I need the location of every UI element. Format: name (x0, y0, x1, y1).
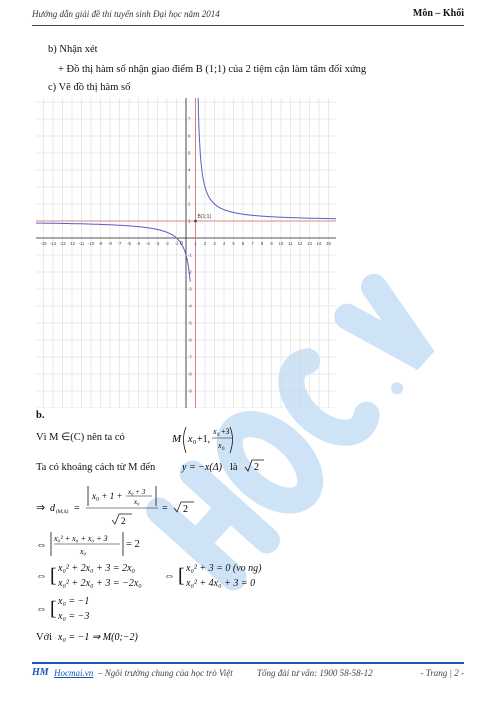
svg-text:x: x (213, 427, 217, 436)
x-tick-label: 13 (307, 241, 312, 246)
y-tick-label: 6 (188, 133, 191, 139)
y-tick-label: -4 (188, 303, 192, 309)
svg-text:x₀: x₀ (80, 547, 87, 556)
footer-divider (32, 662, 464, 664)
abs-equals-two: = 2 (126, 539, 140, 550)
svg-text:M: M (172, 433, 182, 445)
svg-text:2: 2 (121, 516, 126, 526)
svg-text:2: 2 (254, 462, 259, 473)
x-tick-label: -7 (117, 241, 122, 246)
system-a-line2: x₀² + 2x₀ + 3 = −2x₀ (58, 578, 142, 589)
system-a-line1: x₀² + 2x₀ + 3 = 2x₀ (58, 563, 135, 574)
footer-hotline: Tổng đài tư vấn: 1900 58-58-12 (257, 668, 373, 678)
answer-prefix: Với (36, 632, 53, 643)
svg-text:0: 0 (217, 433, 220, 438)
x-tick-label: 7 (251, 241, 254, 246)
x-tick-label: 3 (213, 241, 216, 246)
x-tick-label: -13 (59, 241, 66, 246)
x-tick-label: 6 (241, 241, 245, 246)
svg-text:+1,: +1, (197, 434, 211, 445)
x-tick-label: 15 (326, 241, 331, 246)
graph-axes (36, 98, 336, 408)
x-tick-label: -15 (40, 241, 47, 246)
y-tick-label: 2 (188, 201, 191, 207)
x-tick-label: -3 (155, 241, 160, 246)
y-tick-label: 1 (188, 218, 191, 224)
answer-formula (56, 626, 166, 646)
point-m-text: Vì M ∈(C) nên ta có (36, 432, 125, 443)
part-b-label: b. (36, 410, 45, 421)
x-tick-label: -14 (49, 241, 57, 246)
x-tick-label: 12 (297, 241, 303, 246)
y-tick-label: -1 (188, 252, 192, 258)
point-b (194, 220, 197, 223)
curve-right-branch (198, 98, 336, 219)
distance-text: Ta có khoảng cách từ M đến (36, 462, 156, 473)
solution-1: x₀ = −1 (58, 596, 90, 607)
y-tick-label: -7 (188, 354, 192, 360)
system-b-line2: x₀² + 4x₀ + 3 = 0 (186, 578, 256, 589)
x-tick-label: 11 (288, 241, 293, 246)
point-m-line (36, 431, 125, 443)
distance-is: là (230, 462, 238, 473)
distance-equation (36, 484, 206, 530)
header-subject: Môn – Khối (412, 8, 464, 19)
svg-text:(M;Δ): (M;Δ) (56, 510, 69, 515)
sqrt2-value (244, 456, 268, 476)
x-tick-label: 9 (270, 241, 273, 246)
symmetry-note: + Đồ thị hàm số nhận giao điểm B (1;1) của 2 tiệm cận làm tâm đối xứng (58, 64, 367, 75)
svg-text:x: x (218, 441, 222, 450)
x-tick-label: 2 (203, 241, 207, 246)
point-m-formula (170, 421, 234, 457)
svg-text:=: = (162, 503, 168, 514)
abs-equation (36, 530, 176, 560)
system-b-line1: x₀² + 3 = 0 (vo ng) (186, 563, 262, 574)
svg-text:x₀ = −1 ⇒ M(0;−2): x₀ = −1 ⇒ M(0;−2) (58, 632, 138, 643)
svg-text:0: 0 (222, 447, 225, 452)
y-tick-label: -2 (188, 269, 192, 275)
x-tick-label: -4 (146, 241, 150, 246)
solution-2: x₀ = −3 (58, 611, 90, 622)
section-c-title: c) Vẽ đồ thị hàm số (48, 82, 131, 93)
x-tick-label: -5 (136, 241, 141, 246)
x-tick-label: -8 (108, 241, 112, 246)
y-tick-label: -3 (188, 286, 192, 292)
footer-site-link[interactable]: Hocmai.vn (54, 668, 94, 678)
y-tick-label: 5 (188, 150, 191, 156)
svg-text:d: d (50, 503, 55, 514)
x-tick-label: 4 (222, 241, 226, 246)
svg-text:+3: +3 (221, 427, 230, 436)
footer-slogan: – Ngôi trường chung của học trò Việt (98, 668, 233, 678)
svg-text:x: x (188, 434, 193, 445)
x-tick-label: 1 (194, 241, 197, 246)
x-tick-label: -6 (127, 241, 131, 246)
page-number: - Trang | 2 - (420, 668, 464, 678)
x-tick-label: -9 (98, 241, 103, 246)
distance-line (36, 462, 155, 473)
svg-text:=: = (74, 503, 80, 514)
function-graph (36, 98, 336, 408)
svg-text:x₀ + 1 +: x₀ + 1 + (92, 491, 123, 501)
svg-text:x₀² + x₀ + x₀ + 3: x₀² + x₀ + x₀ + 3 (54, 534, 108, 543)
svg-text:⇔: ⇔ (36, 539, 47, 551)
x-tick-label: 8 (260, 241, 264, 246)
svg-text:y = −x(Δ): y = −x(Δ) (182, 462, 222, 473)
x-tick-label: -12 (68, 241, 76, 246)
header-title: Hướng dẫn giải đề thi tuyển sinh Đại học năm 2014 (32, 9, 220, 19)
x-tick-label: 10 (278, 241, 284, 246)
x-tick-label: -10 (87, 241, 95, 246)
y-tick-label: 3 (188, 184, 191, 190)
x-tick-label: -2 (165, 241, 169, 246)
point-b-label: B(1;1) (197, 214, 212, 220)
y-tick-label: -6 (188, 337, 192, 343)
footer-logo-icon: HM (32, 667, 49, 678)
case-systems: ⇔ [ x₀² + 2x₀ + 3 = 2x₀ x₀² + 2x₀ + 3 = −2x₀ ⇔ [ x₀² + 3 = 0 (vo ng) x₀² + 4x₀ + 3 = 0 (36, 563, 262, 589)
svg-text:⇒: ⇒ (36, 502, 46, 514)
origin-label: 0 (180, 241, 183, 247)
y-tick-label: -8 (188, 371, 192, 377)
solutions: ⇔ [ x₀ = −1 x₀ = −3 (36, 596, 90, 622)
page-footer (32, 662, 464, 692)
y-tick-label: 4 (188, 167, 191, 173)
svg-text:2: 2 (183, 504, 188, 515)
x-tick-label: -11 (78, 241, 85, 246)
y-tick-label: -9 (188, 388, 192, 394)
x-tick-label: 14 (316, 241, 322, 246)
x-tick-label: -1 (174, 241, 179, 246)
svg-text:0: 0 (193, 440, 196, 446)
section-b-title: b) Nhận xét (48, 44, 98, 55)
svg-text:x₀: x₀ (134, 498, 140, 506)
y-tick-label: 7 (188, 116, 191, 122)
svg-text:x₀ + 3: x₀ + 3 (128, 488, 146, 496)
page-header (32, 6, 464, 28)
header-divider (32, 25, 464, 26)
x-tick-label: 5 (232, 241, 235, 246)
y-tick-label: -5 (188, 320, 192, 326)
